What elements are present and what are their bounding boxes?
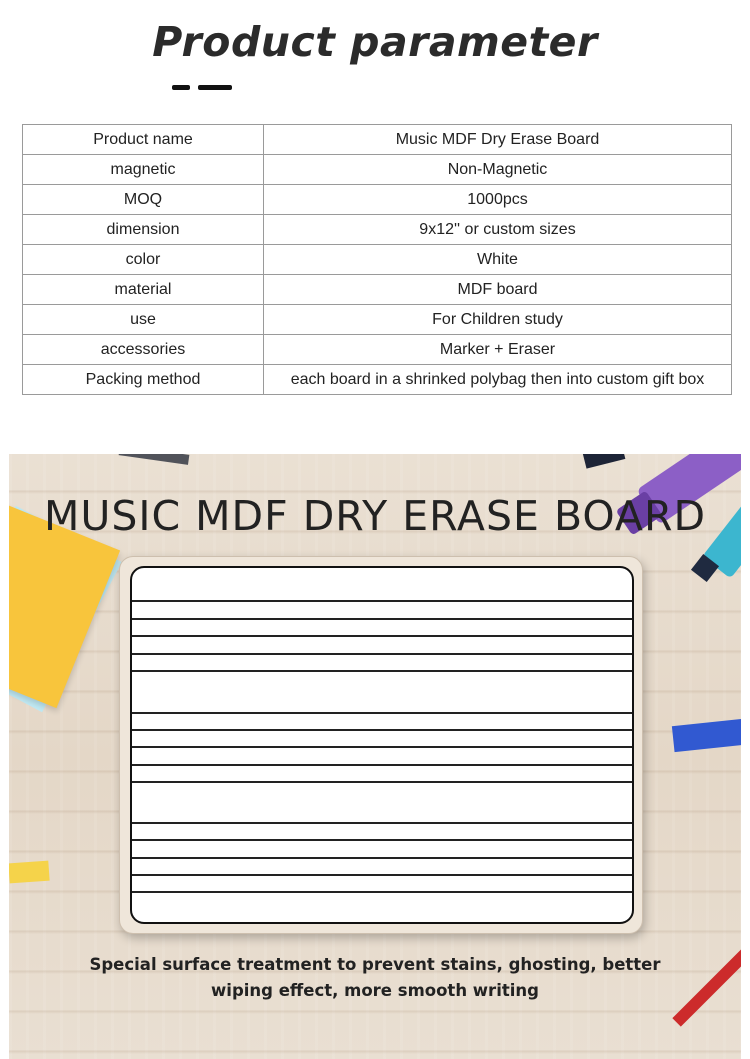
- param-key: Packing method: [23, 365, 264, 395]
- param-key: MOQ: [23, 185, 264, 215]
- param-key: dimension: [23, 215, 264, 245]
- pencil-decoration: [672, 933, 741, 1026]
- table-row: [23, 275, 732, 305]
- param-value: Non-Magnetic: [264, 155, 732, 185]
- staff-line: [132, 839, 632, 841]
- staff-line: [132, 729, 632, 731]
- staff-line: [132, 857, 632, 859]
- staff-line: [132, 600, 632, 602]
- param-key: material: [23, 275, 264, 305]
- staff-line: [132, 712, 632, 714]
- param-key: use: [23, 305, 264, 335]
- staff-line: [132, 764, 632, 766]
- staff-line: [132, 874, 632, 876]
- product-banner: [9, 454, 741, 1059]
- table-row: [23, 155, 732, 185]
- param-key: color: [23, 245, 264, 275]
- param-value: each board in a shrinked polybag then into custom gift box: [264, 365, 732, 395]
- dry-erase-board-image: [119, 556, 643, 934]
- param-key: Product name: [23, 125, 264, 155]
- clip-decoration: [583, 454, 626, 469]
- table-row: [23, 215, 732, 245]
- param-value: For Children study: [264, 305, 732, 335]
- param-key: accessories: [23, 335, 264, 365]
- product-parameter-table: [22, 124, 732, 395]
- staff-line: [132, 670, 632, 672]
- staff-line: [132, 635, 632, 637]
- page-title: Product parameter: [152, 18, 598, 66]
- param-key: magnetic: [23, 155, 264, 185]
- board-writing-surface: [130, 566, 634, 924]
- staff-line: [132, 891, 632, 893]
- sticky-note-decoration: [9, 861, 50, 884]
- banner-title: MUSIC MDF DRY ERASE BOARD: [43, 492, 707, 540]
- clip-decoration: [119, 454, 190, 465]
- param-value: White: [264, 245, 732, 275]
- staff-line: [132, 653, 632, 655]
- staff-line: [132, 822, 632, 824]
- param-value: 1000pcs: [264, 185, 732, 215]
- eraser-decoration: [672, 718, 741, 752]
- table-row: [23, 365, 732, 395]
- banner-caption: Special surface treatment to prevent stains, ghosting, better wiping effect, more smooth writing: [89, 955, 661, 1000]
- table-row: [23, 245, 732, 275]
- param-value: Marker + Eraser: [264, 335, 732, 365]
- param-value: MDF board: [264, 275, 732, 305]
- title-underline-dash: [198, 85, 232, 90]
- staff-line: [132, 746, 632, 748]
- staff-line: [132, 781, 632, 783]
- title-underline-dash: [172, 85, 190, 90]
- staff-line: [132, 618, 632, 620]
- table-row: [23, 335, 732, 365]
- param-value: 9x12'' or custom sizes: [264, 215, 732, 245]
- table-row: [23, 305, 732, 335]
- param-value: Music MDF Dry Erase Board: [264, 125, 732, 155]
- table-row: [23, 125, 732, 155]
- table-row: [23, 185, 732, 215]
